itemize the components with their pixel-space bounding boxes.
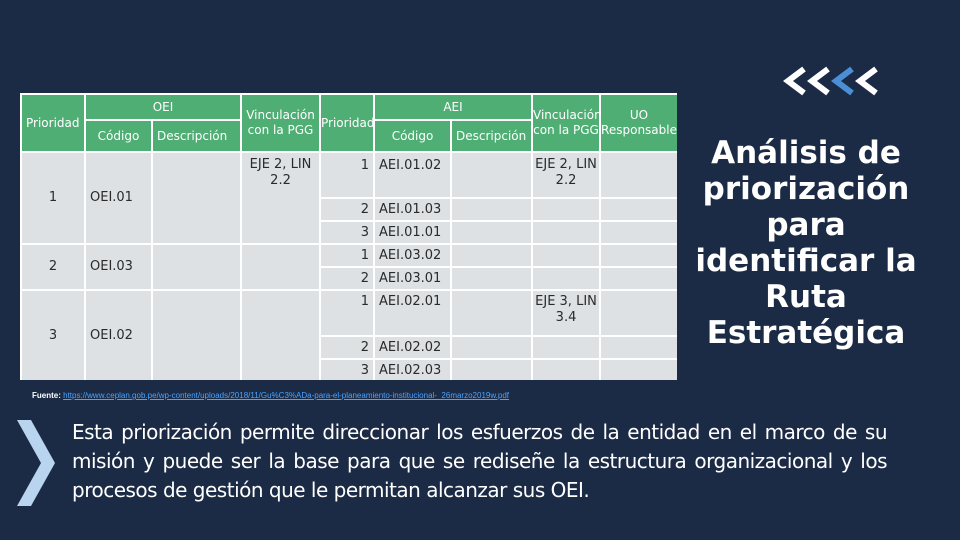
oei-prioridad-cell: 3 [21,290,85,380]
aei-vinculacion-cell [532,336,600,359]
aei-vinculacion-cell [532,359,600,380]
priority-table [20,93,677,380]
aei-vinculacion-cell [532,221,600,244]
aei-descripcion-cell [451,336,532,359]
priority-table-container [20,93,677,380]
source-label: Fuente: [32,391,61,400]
chevrons-left-icon [782,66,892,96]
aei-descripcion-cell [451,221,532,244]
chevron-right-arrow-icon [17,420,55,506]
slide-title: Análisis de priorización para identificar la Ruta Estratégica [695,135,917,351]
oei-codigo-cell: OEI.03 [85,244,152,290]
oei-vinculacion-cell [241,244,320,290]
aei-codigo-cell: AEI.01.03 [374,198,451,221]
aei-vinculacion-cell: EJE 2, LIN 2.2 [532,152,600,198]
header-prioridad: Prioridad [21,94,85,152]
uo-responsable-cell [600,244,677,267]
header-codigo-aei: Código [374,120,451,152]
aei-descripcion-cell [451,244,532,267]
aei-descripcion-cell [451,198,532,221]
oei-codigo-cell: OEI.02 [85,290,152,380]
aei-codigo-cell: AEI.02.03 [374,359,451,380]
oei-vinculacion-cell [241,290,320,380]
aei-vinculacion-cell: EJE 3, LIN 3.4 [532,290,600,336]
oei-descripcion-cell [152,290,241,380]
aei-descripcion-cell [451,267,532,290]
table-row [21,244,677,267]
aei-descripcion-cell [451,290,532,336]
aei-codigo-cell: AEI.01.02 [374,152,451,198]
header-codigo: Código [85,120,152,152]
oei-descripcion-cell [152,244,241,290]
aei-codigo-cell: AEI.03.01 [374,267,451,290]
oei-prioridad-cell: 1 [21,152,85,244]
header-descripcion: Descripción [152,120,241,152]
aei-prioridad-cell: 2 [320,336,374,359]
aei-codigo-cell: AEI.02.02 [374,336,451,359]
uo-responsable-cell [600,336,677,359]
uo-responsable-cell [600,198,677,221]
oei-codigo-cell: OEI.01 [85,152,152,244]
header-aei: AEI [374,94,532,120]
aei-vinculacion-cell [532,198,600,221]
aei-prioridad-cell: 3 [320,221,374,244]
aei-prioridad-cell: 3 [320,359,374,380]
aei-codigo-cell: AEI.02.01 [374,290,451,336]
aei-prioridad-cell: 1 [320,152,374,198]
aei-codigo-cell: AEI.01.01 [374,221,451,244]
uo-responsable-cell [600,267,677,290]
source-link[interactable]: https://www.ceplan.gob.pe/wp-content/uploads/2018/11/Gu%C3%ADa-para-el-planeamiento-institucional-_26marzo2019w.pdf [63,391,510,400]
aei-prioridad-cell: 2 [320,198,374,221]
oei-descripcion-cell [152,152,241,244]
aei-descripcion-cell [451,152,532,198]
uo-responsable-cell [600,152,677,198]
aei-codigo-cell: AEI.03.02 [374,244,451,267]
header-uo-responsable: UO Responsable [600,94,677,152]
oei-vinculacion-cell: EJE 2, LIN 2.2 [241,152,320,244]
uo-responsable-cell [600,221,677,244]
aei-prioridad-cell: 2 [320,267,374,290]
aei-descripcion-cell [451,359,532,380]
aei-prioridad-cell: 1 [320,290,374,336]
uo-responsable-cell [600,290,677,336]
header-oei: OEI [85,94,241,120]
aei-prioridad-cell: 1 [320,244,374,267]
header-prioridad-aei: Prioridad [320,94,374,152]
header-vinculacion: Vinculación con la PGG [241,94,320,152]
header-vinculacion-aei: Vinculación con la PGG [532,94,600,152]
uo-responsable-cell [600,359,677,380]
aei-vinculacion-cell [532,267,600,290]
table-row [21,152,677,198]
table-row [21,290,677,336]
oei-prioridad-cell: 2 [21,244,85,290]
source-citation [32,391,692,400]
body-paragraph: Esta priorización permite direccionar los esfuerzos de la entidad en el marco de su misión y puede ser la base para que se rediseñe la estructura organizacional y los procesos de gestión que le permitan alcanzar sus OEI. [72,420,887,502]
header-descripcion-aei: Descripción [451,120,532,152]
aei-vinculacion-cell [532,244,600,267]
